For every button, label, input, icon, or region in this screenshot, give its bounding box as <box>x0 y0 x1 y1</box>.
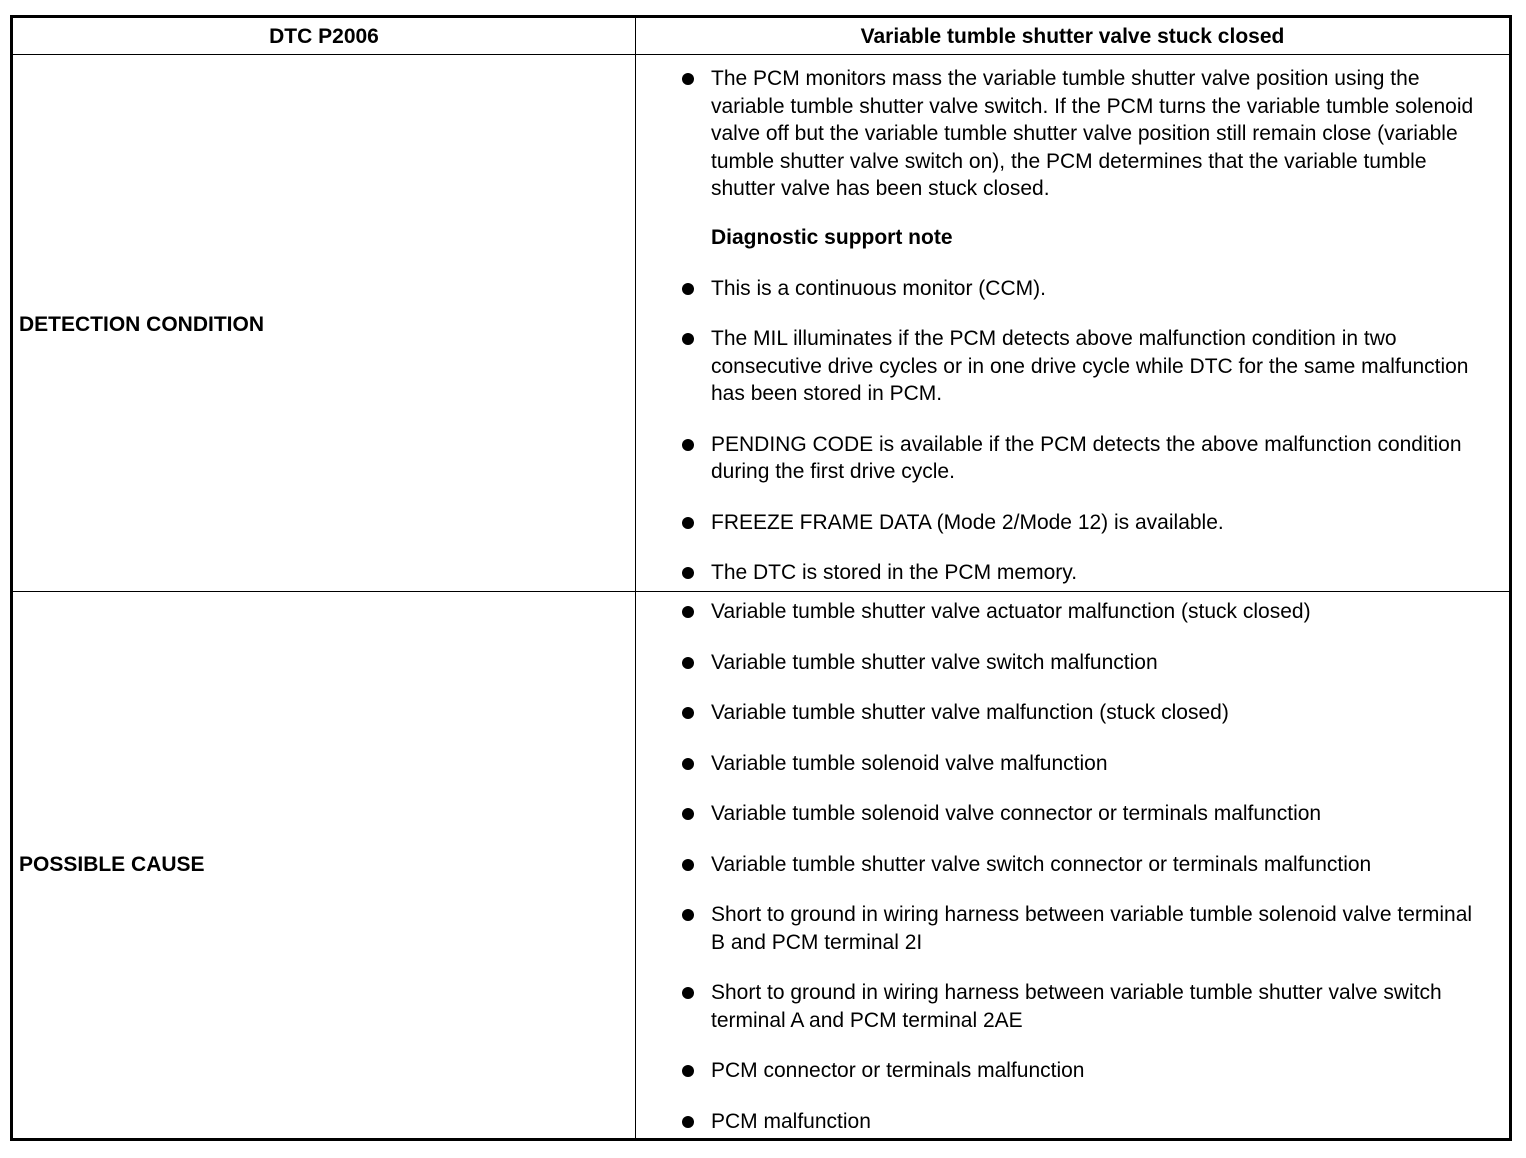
bullet-icon <box>682 707 694 719</box>
cause-text: PCM malfunction <box>711 1109 871 1133</box>
list-item <box>636 65 1509 203</box>
list-item <box>636 431 1509 486</box>
diagnostic-notes-list <box>636 275 1509 587</box>
list-item <box>636 1057 1509 1085</box>
detection-text: The PCM monitors mass the variable tumble shutter valve position using the variable tumble shutter valve switch. If the PCM turns the variable tumble solenoid valve off but the variable tumble shutter valve position still remain close (variable tumble shutter valve switch on), the PCM determines that the variable tumble shutter valve has been stuck closed. <box>711 67 1474 200</box>
list-item <box>636 325 1509 408</box>
detection-label-cell <box>13 55 636 591</box>
bullet-icon <box>682 73 694 85</box>
note-text: PENDING CODE is available if the PCM detects the above malfunction condition during the first drive cycle. <box>711 432 1462 483</box>
note-text: This is a continuous monitor (CCM). <box>711 276 1046 300</box>
bullet-icon <box>682 439 694 451</box>
list-item <box>636 275 1509 303</box>
list-item <box>636 559 1509 587</box>
list-item <box>636 699 1509 727</box>
bullet-icon <box>682 758 694 770</box>
detection-condition-label: DETECTION CONDITION <box>19 313 264 336</box>
possible-cause-row <box>13 592 1509 1138</box>
diagnostic-support-note-heading: Diagnostic support note <box>711 226 953 249</box>
header-right-cell <box>636 18 1509 54</box>
cause-text: Variable tumble shutter valve switch connector or terminals malfunction <box>711 852 1372 876</box>
header-row <box>13 18 1509 55</box>
list-item <box>636 750 1509 778</box>
cause-label-cell <box>13 592 636 1138</box>
dtc-description: Variable tumble shutter valve stuck closed <box>860 25 1285 48</box>
cause-text: Short to ground in wiring harness between variable tumble solenoid valve terminal B and PCM terminal 2I <box>711 903 1473 954</box>
cause-text: Variable tumble solenoid valve connector or terminals malfunction <box>711 802 1322 825</box>
dtc-table <box>10 15 1512 1141</box>
bullet-icon <box>682 606 694 618</box>
note-text: The MIL illuminates if the PCM detects above malfunction condition in two consecutive drive cycles or in one drive cycle while DTC for the same malfunction has been stored in PCM. <box>711 327 1469 405</box>
bullet-icon <box>682 1116 694 1128</box>
possible-cause-label: POSSIBLE CAUSE <box>19 853 205 876</box>
list-item <box>636 598 1509 626</box>
detection-list <box>636 65 1509 226</box>
bullet-icon <box>682 987 694 999</box>
bullet-icon <box>682 859 694 871</box>
list-item <box>636 649 1509 677</box>
cause-text: Variable tumble shutter valve malfunction (stuck closed) <box>711 701 1229 724</box>
cause-text: Short to ground in wiring harness between variable tumble shutter valve switch terminal A and PCM terminal 2AE <box>711 981 1442 1032</box>
detection-content-cell <box>636 55 1509 591</box>
bullet-icon <box>682 283 694 295</box>
header-left-cell <box>13 18 636 54</box>
cause-text: PCM connector or terminals malfunction <box>711 1059 1085 1082</box>
bullet-icon <box>682 909 694 921</box>
diagnostic-note-block <box>636 224 1509 610</box>
bullet-icon <box>682 333 694 345</box>
list-item <box>636 979 1509 1034</box>
cause-content-cell <box>636 592 1509 1138</box>
list-item <box>636 800 1509 828</box>
detection-condition-row <box>13 55 1509 592</box>
bullet-icon <box>682 808 694 820</box>
cause-text: Variable tumble solenoid valve malfunction <box>711 751 1108 775</box>
bullet-icon <box>682 567 694 579</box>
list-item <box>636 509 1509 537</box>
possible-cause-list <box>636 598 1509 1158</box>
note-text: The DTC is stored in the PCM memory. <box>711 561 1078 584</box>
list-item <box>636 851 1509 879</box>
cause-text: Variable tumble shutter valve actuator malfunction (stuck closed) <box>711 600 1311 623</box>
dtc-code: DTC P2006 <box>269 25 379 48</box>
cause-text: Variable tumble shutter valve switch malfunction <box>711 650 1158 674</box>
list-item <box>636 1108 1509 1136</box>
bullet-icon <box>682 657 694 669</box>
list-item <box>636 901 1509 956</box>
bullet-icon <box>682 517 694 529</box>
bullet-icon <box>682 1065 694 1077</box>
note-text: FREEZE FRAME DATA (Mode 2/Mode 12) is available. <box>711 510 1224 534</box>
